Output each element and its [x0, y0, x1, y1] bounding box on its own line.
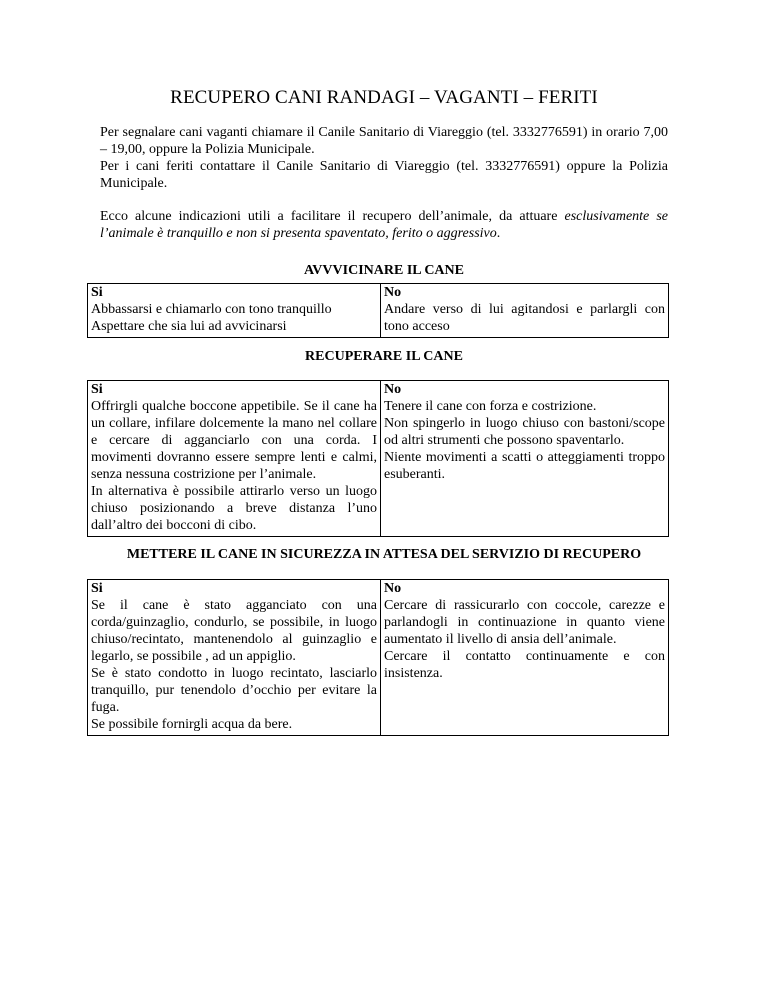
- no-item: Niente movimenti a scatti o atteggiamenti troppo esuberanti.: [384, 450, 665, 482]
- guidance-note-text: Ecco alcune indicazioni utili a facilitare il recupero dell’animale, da attuare: [100, 209, 565, 224]
- section-heading-approach: AVVVICINARE IL CANE: [304, 263, 464, 278]
- column-no-label: No: [384, 581, 402, 596]
- guidance-note-end: .: [496, 226, 501, 241]
- section-heading-recover: RECUPERARE IL CANE: [305, 349, 463, 364]
- document-title: RECUPERO CANI RANDAGI – VAGANTI – FERITI: [170, 87, 598, 108]
- no-item: Tenere il cane con forza e costrizione.: [384, 399, 597, 414]
- column-no-label: No: [384, 285, 402, 300]
- si-item: In alternativa è possibile attirarlo verso un luogo chiuso posizionando a breve distanza l’uno dall’altro dei bocconi di cibo.: [91, 484, 377, 533]
- column-no-label: No: [384, 382, 402, 397]
- column-no: [381, 580, 669, 736]
- intro-paragraph-stray-dogs: Per segnalare cani vaganti chiamare il Canile Sanitario di Viareggio (tel. 3332776591) in orario 7,00 – 19,00, oppure la Polizia Municipale.: [100, 125, 668, 157]
- table-approach: [87, 283, 669, 338]
- column-si-label: Si: [91, 382, 103, 397]
- column-si-label: Si: [91, 581, 103, 596]
- table-secure: [87, 579, 669, 736]
- column-si: [88, 284, 381, 338]
- table-row: [88, 580, 669, 736]
- no-item: Non spingerlo in luogo chiuso con bastoni/scope od altri strumenti che possono spaventarlo.: [384, 416, 665, 448]
- column-si: [88, 381, 381, 537]
- si-item: Offrirgli qualche boccone appetibile. Se il cane ha un collare, infilare dolcemente la mano nel collare e cercare di agganciarlo con una corda. I movimenti dovranno essere sempre lenti e calmi, senza nessuna costrizione per l’animale.: [91, 399, 377, 482]
- column-si: [88, 580, 381, 736]
- si-item: Se è stato condotto in luogo recintato, lasciarlo tranquillo, pur tenendolo d’occhio per evitare la fuga.: [91, 666, 377, 715]
- no-item: Cercare il contatto continuamente e con insistenza.: [384, 649, 665, 681]
- intro-paragraph-injured-dogs: Per i cani feriti contattare il Canile Sanitario di Viareggio (tel. 3332776591) oppure la Polizia Municipale.: [100, 159, 668, 191]
- no-item: Cercare di rassicurarlo con coccole, carezze e parlandogli in continuazione in quanto viene aumentato il livello di ansia dell’animale.: [384, 598, 665, 647]
- si-item: Se il cane è stato agganciato con una corda/guinzaglio, condurlo, se possibile, in luogo chiuso/recintato, mantenendolo al guinzaglio e legarlo, se possibile , ad un appiglio.: [91, 598, 377, 664]
- column-si-label: Si: [91, 285, 103, 300]
- table-row: [88, 381, 669, 537]
- table-recover: [87, 380, 669, 537]
- si-item: Abbassarsi e chiamarlo con tono tranquillo: [91, 302, 332, 317]
- guidance-note-emphasis: esclusivamente se l’animale è tranquillo e non si presenta spaventato, ferito o aggressivo: [100, 209, 668, 241]
- table-row: [88, 284, 669, 338]
- column-no: [381, 381, 669, 537]
- section-heading-secure: METTERE IL CANE IN SICUREZZA IN ATTESA DEL SERVIZIO DI RECUPERO: [126, 547, 642, 562]
- guidance-note: [100, 208, 668, 242]
- no-item: Andare verso di lui agitandosi e parlargli con tono acceso: [384, 302, 665, 334]
- si-item: Aspettare che sia lui ad avvicinarsi: [91, 319, 287, 334]
- intro-block: [100, 124, 668, 192]
- column-no: [381, 284, 669, 338]
- si-item: Se possibile fornirgli acqua da bere.: [91, 717, 293, 732]
